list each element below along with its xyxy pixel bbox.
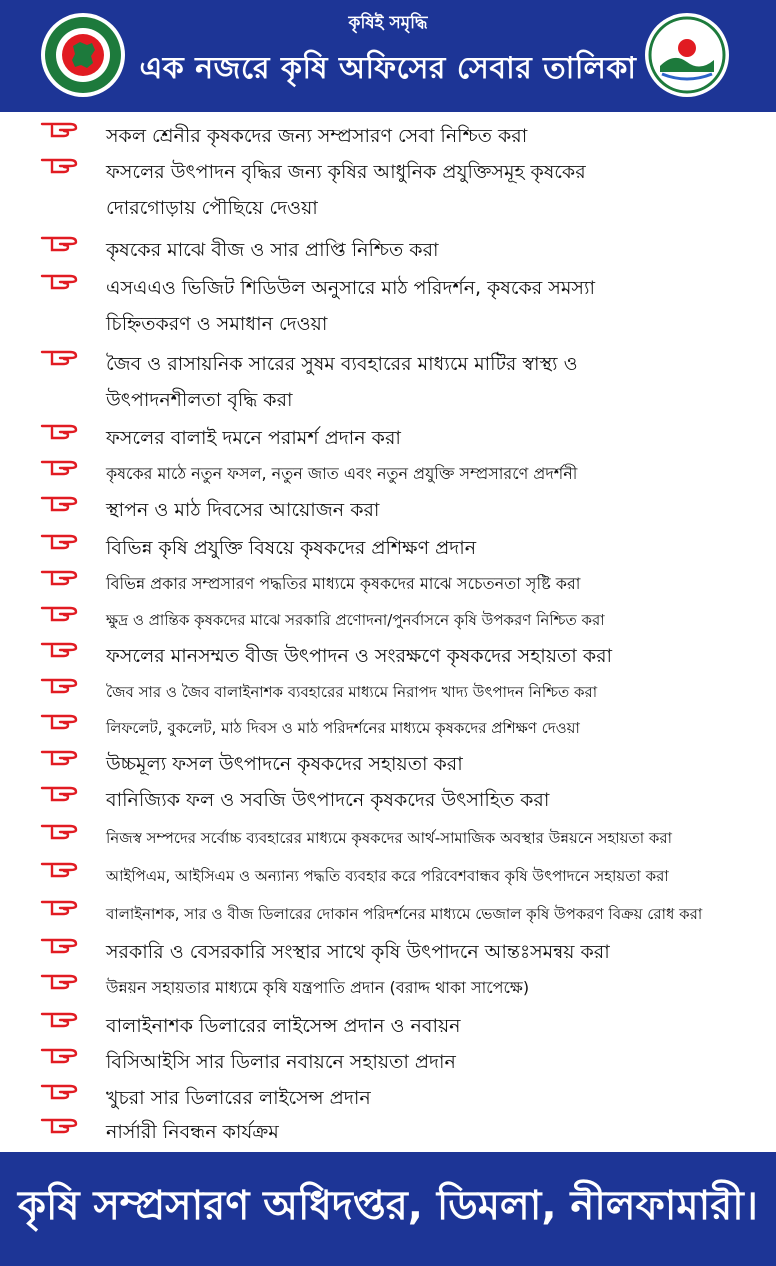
list-item-text: এসএএও ভিজিট শিডিউল অনুসারে মাঠ পরিদর্শন, কৃষকের সমস্যা [106, 277, 595, 299]
list-item [0, 816, 776, 856]
pointing-hand-icon [40, 972, 78, 990]
pointing-hand-icon [40, 272, 78, 290]
list-item-text: নার্সারী নিবন্ধন কার্যক্রম [106, 1121, 279, 1143]
list-item [0, 452, 776, 492]
pointing-hand-icon [40, 604, 78, 622]
pointing-hand-icon [40, 422, 78, 440]
list-item [0, 742, 776, 782]
list-item [0, 670, 776, 710]
pointing-hand-icon [40, 860, 78, 878]
pointing-hand-icon [40, 822, 78, 840]
list-item [0, 342, 776, 418]
list-item-text: বিসিআইসি সার ডিলার নবায়নে সহায়তা প্রদান [106, 1051, 456, 1073]
list-item-text: উন্নয়ন সহায়তার মাধ্যমে কৃষি যন্ত্রপাতি প্রদান (বরাদ্দ থাকা সাপেক্ষে) [106, 978, 530, 997]
pointing-hand-icon [40, 120, 78, 138]
pointing-hand-icon [40, 458, 78, 476]
list-item-text: বালাইনাশক ডিলারের লাইসেন্স প্রদান ও নবায়ন [106, 1015, 461, 1037]
list-item [0, 706, 776, 746]
footer-banner [0, 1152, 776, 1266]
list-item [0, 488, 776, 528]
list-item-text: ফসলের মানসম্মত বীজ উৎপাদন ও সংরক্ষণে কৃষকদের সহায়তা করা [106, 645, 613, 667]
pointing-hand-icon [40, 640, 78, 658]
list-item-text: ফসলের উৎপাদন বৃদ্ধির জন্য কৃষির আধুনিক প্রযুক্তিসমূহ কৃষকের [106, 161, 586, 183]
list-item [0, 526, 776, 566]
list-item-text: উৎপাদনশীলতা বৃদ্ধি করা [106, 389, 293, 411]
list-item [0, 854, 776, 894]
list-item [0, 634, 776, 674]
list-item [0, 266, 776, 342]
list-item [0, 114, 776, 154]
pointing-hand-icon [40, 494, 78, 512]
pointing-hand-icon [40, 1082, 78, 1100]
list-item-text: ফসলের বালাই দমনে পরামর্শ প্রদান করা [106, 427, 401, 449]
list-item-text: জৈব সার ও জৈব বালাইনাশক ব্যবহারের মাধ্যমে নিরাপদ খাদ্য উৎপাদন নিশ্চিত করা [106, 683, 598, 701]
pointing-hand-icon [40, 712, 78, 730]
header-banner [0, 0, 776, 112]
list-item [0, 966, 776, 1006]
list-item-text: দোরগোড়ায় পৌছিয়ে দেওয়া [106, 197, 318, 219]
list-item [0, 598, 776, 638]
pointing-hand-icon [40, 532, 78, 550]
list-item-text: লিফলেট, বুকলেট, মাঠ দিবস ও মাঠ পরিদর্শনের মাধ্যমে কৃষকদের প্রশিক্ষণ দেওয়া [106, 719, 580, 737]
list-item-text: বানিজ্যিক ফল ও সবজি উৎপাদনে কৃষকদের উৎসাহিত করা [106, 789, 550, 811]
list-item-text: কৃষকের মাঠে নতুন ফসল, নতুন জাত এবং নতুন প্রযুক্তি সম্প্রসারণে প্রদর্শনী [106, 464, 578, 483]
list-item-text: সকল শ্রেনীর কৃষকদের জন্য সম্প্রসারণ সেবা নিশ্চিত করা [106, 125, 528, 147]
footer-office-name: কৃষি সম্প্রসারণ অধিদপ্তর, ডিমলা, নীলফামারী। [18, 1183, 758, 1229]
pointing-hand-icon [40, 676, 78, 694]
list-item-text: কৃষকের মাঝে বীজ ও সার প্রাপ্তি নিশ্চিত করা [106, 239, 439, 261]
list-item [0, 930, 776, 970]
list-item-text: বালাইনাশক, সার ও বীজ ডিলারের দোকান পরিদর্শনের মাধ্যমে ভেজাল কৃষি উপকরণ বিক্রয় রোধ করা [106, 905, 703, 923]
list-item-text: জৈব ও রাসায়নিক সারের সুষম ব্যবহারের মাধ্যমে মাটির স্বাস্থ্য ও [106, 353, 578, 375]
list-item [0, 150, 776, 226]
list-item [0, 416, 776, 456]
pointing-hand-icon [40, 348, 78, 366]
pointing-hand-icon [40, 784, 78, 802]
list-item [0, 228, 776, 268]
list-item [0, 892, 776, 932]
pointing-hand-icon [40, 936, 78, 954]
list-item-text: সরকারি ও বেসরকারি সংস্থার সাথে কৃষি উৎপাদনে আন্তঃসমন্বয় করা [106, 941, 610, 963]
list-item-text: নিজস্ব সম্পদের সর্বোচ্চ ব্যবহারের মাধ্যমে কৃষকদের আর্থ-সামাজিক অবস্থার উন্নয়নে সহায়তা করা [106, 829, 672, 847]
list-item-text: আইপিএম, আইসিএম ও অন্যান্য পদ্ধতি ব্যবহার করে পরিবেশবান্ধব কৃষি উৎপাদনে সহায়তা করা [106, 867, 669, 885]
pointing-hand-icon [40, 898, 78, 916]
pointing-hand-icon [40, 1046, 78, 1064]
page-title: এক নজরে কৃষি অফিসের সেবার তালিকা [139, 51, 637, 86]
pointing-hand-icon [40, 568, 78, 586]
list-item [0, 562, 776, 602]
list-item [0, 1040, 776, 1080]
list-item-text: চিহ্নিতকরণ ও সমাধান দেওয়া [106, 313, 328, 335]
tagline: কৃষিই সমৃদ্ধি [348, 13, 428, 33]
list-item-text: বিভিন্ন কৃষি প্রযুক্তি বিষয়ে কৃষকদের প্রশিক্ষণ প্রদান [106, 537, 477, 559]
pointing-hand-icon [40, 1116, 78, 1134]
list-item-text: ক্ষুদ্র ও প্রান্তিক কৃষকদের মাঝে সরকারি প্রণোদনা/পুনর্বাসনে কৃষি উপকরণ নিশ্চিত করা [106, 611, 605, 629]
list-item-text: খুচরা সার ডিলারের লাইসেন্স প্রদান [106, 1087, 371, 1109]
agriculture-department-logo-icon [644, 12, 730, 98]
list-item-text: বিভিন্ন প্রকার সম্প্রসারণ পদ্ধতির মাধ্যমে কৃষকদের মাঝে সচেতনতা সৃষ্টি করা [106, 574, 581, 593]
pointing-hand-icon [40, 1010, 78, 1028]
pointing-hand-icon [40, 748, 78, 766]
service-list [0, 114, 776, 1150]
list-item [0, 1004, 776, 1044]
list-item-text: স্থাপন ও মাঠ দিবসের আয়োজন করা [106, 499, 380, 521]
list-item [0, 1110, 776, 1150]
list-item-text: উচ্চমূল্য ফসল উৎপাদনে কৃষকদের সহায়তা করা [106, 753, 463, 775]
pointing-hand-icon [40, 156, 78, 174]
list-item [0, 778, 776, 818]
pointing-hand-icon [40, 234, 78, 252]
